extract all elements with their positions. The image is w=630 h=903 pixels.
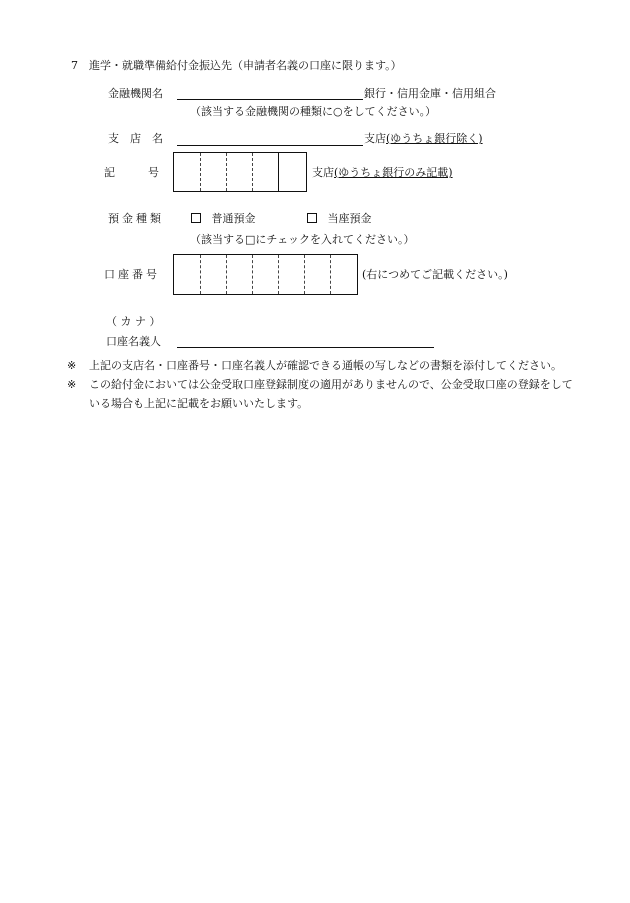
branch-suffix-prefix: 支店 [364,132,386,145]
deposit-ordinary-label: 普通預金 [211,212,256,225]
section-title: 進学・就職準備給付金振込先（申請者名義の口座に限ります。） [89,59,402,72]
section-number: 7 [71,59,78,72]
checkbox-icon[interactable] [191,213,201,223]
note-public-account-line2: いる場合も上記に記載をお願いいたします。 [89,397,309,410]
bank-name-label: 金融機関名 [108,87,163,100]
branch-name-field[interactable] [177,145,363,146]
symbol-suffix-prefix: 支店 [312,166,334,179]
note-public-account-line1: この給付金においては公金受取口座登録制度の適用がありませんので、公金受取口座の登録をして [89,378,573,391]
bank-type-note: （該当する金融機関の種類に○をしてください。） [190,105,437,118]
note-mark: ※ [67,359,77,372]
deposit-ordinary-option[interactable] [191,212,256,226]
bank-type-suffix: 銀行・信用金庫・信用組合 [364,87,496,100]
account-cell-divider [252,255,253,294]
checkbox-icon[interactable] [307,213,317,223]
note-mark: ※ [67,378,77,391]
account-cell-divider [304,255,305,294]
deposit-type-note: （該当する□にチェックを入れてください。） [190,233,415,246]
account-cell-divider [278,255,279,294]
account-cell-divider [200,255,201,294]
symbol-cell-divider [226,153,227,191]
symbol-cell-divider [252,153,253,191]
symbol-label: 記 号 [104,166,159,179]
account-cell-divider [330,255,331,294]
account-number-note: (右につめてご記載ください。) [362,268,508,281]
branch-name-label: 支 店 名 [108,132,163,145]
account-number-input-grid[interactable] [173,254,358,295]
bank-name-field[interactable] [177,99,363,100]
account-cell-divider [226,255,227,294]
holder-kana-label: （ カ ナ ） [106,315,161,328]
symbol-cell-divider [278,153,279,191]
deposit-checking-label: 当座預金 [327,212,372,225]
symbol-input-grid[interactable] [173,152,307,192]
branch-suffix-note: (ゆうちょ銀行除く) [386,132,483,145]
symbol-suffix-note: (ゆうちょ銀行のみ記載) [334,166,453,179]
symbol-cell-divider [200,153,201,191]
deposit-type-label: 預金種類 [108,212,164,225]
deposit-checking-option[interactable] [307,212,372,226]
holder-label: 口座名義人 [106,335,161,348]
holder-name-field[interactable] [177,347,434,348]
symbol-suffix [312,166,453,180]
account-number-label: 口座番号 [104,268,160,281]
branch-suffix [364,132,483,146]
note-attach-documents: 上記の支店名・口座番号・口座名義人が確認できる通帳の写しなどの書類を添付してください。 [89,359,562,372]
